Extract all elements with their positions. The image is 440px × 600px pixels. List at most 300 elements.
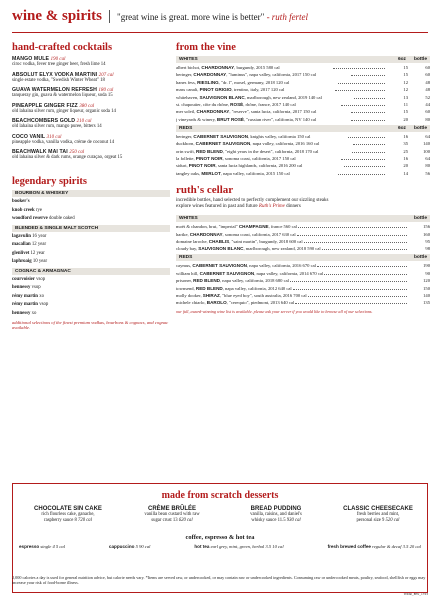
wine-glass-price: 20 [403,116,408,122]
cocktail-description: old lahaina silver rum, ginger liqueur, organic soda 14 [12,108,116,114]
spirit-groups [12,190,170,316]
vine-whites-label: WHITES [179,57,198,62]
leader-dots [348,137,385,138]
spirit-item [12,251,170,256]
cellar-reds-header [176,254,430,261]
right-column [176,42,430,315]
dessert-item [19,506,117,524]
coffee-items [19,544,421,549]
cocktail-item [12,103,170,114]
cocktail-name-text: MANGO MULE [12,56,50,62]
coffee-item [194,544,283,549]
wine-row [176,246,430,251]
spirit-note: xo [31,310,37,316]
leader-dots [344,166,385,167]
spirit-note: double oaked [48,216,75,221]
cocktail-name-text: BEACHWALK MAI TAI [12,149,68,155]
wine-name [176,156,340,161]
wine-glass-price: 14 [403,170,409,176]
cocktail-name-text: PINEAPPLE GINGER FIZZ [12,102,78,109]
cocktail-description: tanqueray gin, guava & watermelon liqueur, soda 15 [12,93,113,98]
spirit-name: courvoisier [12,276,35,282]
spirit-name: woodford reserve [12,216,48,221]
cocktails-title: hand-crafted cocktails [12,42,113,53]
wine-varietal: PINOT NOIR [195,155,223,161]
spirit-item [12,242,170,247]
wine-row [176,65,430,70]
cocktail-name-text: COCO VANIL [12,133,46,140]
vine-reds-list [176,134,430,176]
cocktail-item [12,134,170,145]
wine-producer: la follette, [176,155,196,161]
cocktail-item [12,72,170,83]
cocktail-list [12,56,170,160]
coffee-desc: earl grey, mint, green, herbal 3.5 [210,544,272,549]
wine-bottle-price: 80 [425,163,431,169]
wine-row [176,149,430,154]
leader-dots [295,303,407,304]
wine-row [176,141,430,146]
wine-row [176,102,430,107]
wine-producer: townsend, [176,285,196,291]
wine-name [176,117,350,122]
cocktail-name-text: ABSOLUT ELYX VODKA MARTINI [12,71,98,78]
coffee-desc: single 4 [40,544,55,549]
wine-name [176,95,353,100]
wine-row [176,171,430,176]
wine-name [176,65,332,70]
spirit-group-label: BLENDED & SINGLE MALT SCOTCH [12,225,170,232]
cocktail-description: pineapple vodka, vanilla vodka, crème de coconut 14 [12,139,115,145]
wine-details: , napa valley, california, 2018 680 cal [219,278,289,284]
wine-bottle-price: 64 [425,133,431,139]
wine-producer: hartke, [176,231,190,237]
spirit-note: vsop [31,285,41,290]
cellar-note: our full, award-winning wine list is available. please ask your server if you would like to browse all of our selections. [176,309,373,315]
wine-bottle-price: 52 [425,94,431,100]
vine-title: from the vine [176,42,236,53]
quote-author: - ruth fertel [266,12,309,22]
leader-dots [317,266,407,267]
menu-title: wine & spirits [12,8,102,24]
wine-bottle-price: 156 [423,224,430,230]
spirit-note: 12 year [30,250,45,256]
wine-glass-price: 16 [403,155,409,161]
dessert-price: raspberry sauce 8 [44,518,77,524]
wine-varietal: BAROLO [206,300,227,306]
leader-dots [308,296,407,297]
wine-name [176,163,343,168]
spirit-note: rye [35,207,43,213]
leader-dots [341,159,385,160]
wine-row [176,278,430,283]
wine-producer: albert bichot, [176,65,202,70]
wine-name [176,134,347,139]
leader-dots [293,289,407,290]
vine-col-glass: 6oz [397,125,406,131]
dessert-item [227,506,325,524]
dessert-calories: 720 cal [78,518,92,524]
dessert-desc-line1: vanilla, raisins, and daniel's [250,512,302,517]
wine-bottle-price: 44 [425,101,431,107]
vine-col-glass: 6oz [397,57,406,62]
coffee-item [109,544,151,549]
spirit-item [12,294,170,299]
wine-bottle-price: 98 [425,246,430,252]
wine-name [176,300,294,305]
wine-bottle-price: 80 [425,116,430,122]
wine-row [176,117,430,122]
wine-row [176,263,430,268]
spirit-item [12,311,170,316]
wine-varietal: CHARDONNAY [196,109,230,115]
wine-bottle-price: 48 [425,87,431,93]
coffee-calories: 10 cal [272,544,284,549]
wine-bottle-price: 60 [425,109,431,115]
wine-producer: mass canali, [176,87,200,93]
wine-details: , "reserve", santa lucia, california, 2017 150 cal [229,109,317,115]
wine-bottle-price: 120 [423,278,430,284]
wine-varietal: PINOT NOIR [188,163,216,169]
wine-row [176,87,430,92]
wine-details: , france 560 cal [268,224,297,230]
wine-row [176,163,430,168]
wine-details: , marlborough, new zealand, 2018 590 cal [243,246,321,252]
wine-producer: tangley oaks, [176,170,202,176]
cellar-title: ruth's cellar [176,183,234,196]
cocktail-item [12,118,170,129]
wine-details: , burgundy, 2015 580 cal [234,65,280,70]
dessert-desc-line2 [329,518,427,524]
leader-dots [351,120,385,121]
header-rule [12,32,428,33]
wine-varietal: SAUVIGNON BLANC [198,246,244,252]
dessert-item [329,506,427,524]
wine-row [176,72,430,77]
coffee-calories: 5 cal [55,544,65,549]
dessert-price: sugar crust 13 [151,518,178,524]
wine-producer: moët & chandon, brut, "imperial" [176,224,239,230]
wine-varietal: SHIRAZ [202,292,220,298]
wine-varietal: MERLOT [201,170,221,176]
wine-row [176,271,430,276]
dessert-calories: 930 cal [286,518,301,524]
wine-bottle-price: 150 [423,285,430,291]
wine-bottle-price: 135 [423,300,430,306]
leader-dots [352,152,385,153]
wine-producer: hanes fess, [176,79,198,85]
wine-producer: mer soleil, [176,109,197,115]
vine-whites-header [176,56,430,63]
dessert-title: made from scratch desserts [161,490,279,501]
spirit-note: 12 year [31,242,47,247]
leader-dots [341,105,385,106]
cocktail-calories: 207 cal [98,72,114,78]
wine-glass-price: 25 [403,148,408,154]
coffee-name: espresso [19,544,40,549]
wine-name [176,87,334,92]
wine-glass-price: 11 [403,101,409,107]
wine-glass-price: 16 [403,133,409,139]
wine-glass-price: 20 [403,163,409,169]
spirit-name: hennessy [12,285,31,290]
dessert-desc-line1: fresh berries and mint, [356,512,400,517]
spirit-item [12,199,170,204]
wine-details: , sonoma coast, california, 2017 630 cal [222,231,296,237]
wine-row [176,80,430,85]
wine-glass-price: 12 [403,87,409,93]
dessert-desc-line2 [227,518,325,524]
wine-varietal: CABERNET SAUVIGNON [193,133,249,139]
wine-producer: william hill, [176,270,200,276]
leader-dots [298,227,407,228]
spirit-note: xo [39,293,44,299]
wine-details: , "dr. l", mosel, germany, 2018 120 cal [218,79,290,85]
dessert-name: CHOCOLATE SIN CAKE [34,506,102,512]
wine-name [176,80,337,85]
wine-glass-price: 12 [403,79,409,85]
coffee-desc: regular & decaf 3.5 [372,544,409,549]
vine-reds-header [176,125,430,132]
spirit-name: rémy martin [12,302,38,307]
wine-name [176,171,337,176]
cellar-col-bottle: bottle [413,255,427,261]
wine-details: , "russian river", california, NV 140 cal [243,116,317,122]
spirit-item [12,259,170,264]
cocktail-calories: 190 cal [50,57,66,62]
wine-producer: caymus, [176,263,193,269]
wine-varietal: RED BLEND [196,148,223,154]
cocktail-item [12,149,170,160]
wine-bottle-price: 140 [423,292,430,298]
wine-row [176,239,430,244]
spirit-group-label: COGNAC & ARMAGNAC [12,268,170,275]
ruths-prime: Ruth's Prime [258,204,285,210]
leader-dots [335,90,385,91]
dessert-desc-line2 [19,518,117,524]
wine-name [176,246,321,251]
wine-varietal: CABERNET SAUVIGNON [192,263,247,269]
spirit-group-label: BOURBON & WHISKEY [12,190,170,197]
dessert-name: BREAD PUDDING [250,506,302,512]
vine-col-bottle: bottle [413,125,427,131]
wine-name [176,239,303,244]
cellar-whites-label: WHITES [179,216,198,222]
wine-varietal: CHARDONNAY [189,231,223,237]
wine-varietal: CHARDONNAY [201,65,235,70]
cocktail-calories: 210 cal [76,119,92,124]
wine-bottle-price: 64 [425,155,431,161]
wine-row [176,109,430,114]
spirit-name: hennessy [12,310,31,316]
wine-name [176,278,289,283]
wine-details: , napa valley, california, 2016 160 cal [250,141,320,147]
footer-disclaimer: 2,000 calories a day is used for general nutrition advice, but calorie needs vary. *Items are served raw, or undercooked, or may contain raw or undercooked ingredients. Consuming raw or undercooked meats, poultry, seafood, shellfish or eggs may increase your risk of food-borne illness. [12,575,426,586]
spirit-note: vsop [39,302,49,307]
wine-name [176,232,296,237]
vine-col-bottle: bottle [413,57,427,62]
spirit-name: rémy martin [12,293,38,299]
coffee-calories: 20 cal [409,544,421,549]
cocktail-calories: 180 cal [98,88,114,93]
cocktail-calories: 380 cal [79,103,95,109]
wine-bottle-price: 48 [425,79,431,85]
wine-row [176,95,430,100]
wine-details: , marlborough, new zealand, 2019 140 cal [244,94,322,100]
wine-name [176,293,307,298]
wine-varietal: CHABLIS [208,238,230,244]
wine-bottle-price: 60 [425,65,430,70]
coffee-calories: 90 cal [139,544,151,549]
dessert-item [123,506,221,524]
leader-dots [290,281,407,282]
wine-varietal: SAUVIGNON BLANC [199,94,245,100]
spirit-name: booker's [12,199,30,204]
wine-details: , napa valley, california, 2012 640 cal [222,285,292,291]
wine-bottle-price: 60 [425,72,431,78]
vine-reds-label: REDS [179,125,193,131]
wine-glass-price: 15 [403,72,409,78]
coffee-desc: 5 [135,544,138,549]
spirit-item [12,208,170,213]
spirit-item [12,216,170,221]
spirit-name: macallan [12,242,31,247]
cocktail-description: ciroc vodka, fever tree ginger beer, fresh lime 14 [12,62,106,67]
coffee-item [19,544,65,549]
spirit-item [12,302,170,307]
leader-dots [353,144,385,145]
leader-dots [297,235,407,236]
wine-row [176,232,430,237]
wine-glass-price: 15 [403,109,409,115]
cocktail-item [12,56,170,67]
spirit-name: laphroaig [12,259,32,264]
cellar-whites-list [176,224,430,251]
cellar-desc-line1: incredible bottles, hand selected to perfectly complement our sizzling steaks [176,197,329,203]
wine-name [176,72,350,77]
coffee-name: fresh brewed coffee [327,544,371,549]
wine-details: , napa valley, california, 2014 670 cal [254,270,324,276]
wine-producer: siduri, [176,163,189,169]
wine-details: , napa valley, california, 2015 150 cal [220,170,290,176]
wine-row [176,293,430,298]
wine-details: , "eight years in the desert", california, 2018 170 cal [222,148,319,154]
cellar-whites-header [176,215,430,222]
leader-dots [324,274,407,275]
wine-producer: duckhorn, [176,141,196,147]
wine-varietal: RED BLEND [193,278,220,284]
wine-details: , sonoma coast, california, 2017 150 cal [222,155,296,161]
dessert-desc-line1: vanilla bean custard with raw [144,512,200,517]
leader-dots [351,75,385,76]
left-column [12,42,170,331]
wine-bottle-price: 56 [425,170,431,176]
wine-bottle-price: 100 [423,148,430,154]
wine-producer: michele chiarlo, [176,300,207,306]
wine-row [176,156,430,161]
wine-glass-price: 13 [403,94,409,100]
wine-details: , "saint martin", burgundy, 2018 600 cal [229,238,303,244]
wine-producer: domaine laroche, [176,238,209,244]
coffee-name: hot tea [194,544,210,549]
wine-producer: j vineyards & winery, [176,116,217,122]
coffee-name: cappuccino [108,544,135,549]
wine-producer: beringer, [176,72,194,78]
wine-varietal: PINOT GRIGIO [199,87,232,93]
wine-name [176,263,316,268]
spirit-name: glenlivet [12,250,30,256]
spirit-note: vsop [36,276,46,282]
cocktail-description: single estate vodka, "Swedish Winter Wheat" 18 [12,77,105,83]
wine-details: , napa valley, california, 2016 670 cal [246,263,316,269]
wine-details: , "cerequio", piedmont, 2013 640 cal [226,300,295,306]
cocktail-description: old lahaina silver & dark rums, orange curaçao, orgeat 15 [12,155,123,160]
leader-dots [338,83,385,84]
header-quote [117,12,308,22]
cellar-description [176,198,430,212]
wine-glass-price: 15 [403,65,408,70]
header-separator: | [108,8,112,24]
wine-name [176,141,352,146]
wine-varietal: CHARDONNAY [193,72,227,78]
spirit-name: knob creek [12,207,35,213]
spirit-name: lagavulin [12,233,31,239]
wine-bottle-price: 90 [425,270,430,276]
cocktail-name-text: GUAVA WATERMELON REFRESH [12,87,97,93]
wine-name [176,286,292,291]
wine-details: , "luminus", napa valley, california, 2017 150 cal [226,72,317,78]
dessert-price: whisky sauce 11.5 [251,518,286,524]
wine-row [176,300,430,305]
wine-producer: beringer, [176,133,194,139]
cellar-col-bottle: bottle [413,216,427,222]
wine-details: , rhône, france, 2017 140 cal [243,101,296,107]
dessert-name: CLASSIC CHEESECAKE [343,506,413,512]
spirit-note: 16 year [32,233,47,239]
wine-row [176,286,430,291]
wine-varietal: CHAMPAGNE [238,224,269,230]
wine-details: , trentino, italy, 2017 120 cal [231,87,285,93]
wine-name [176,149,351,154]
wine-row [176,134,430,139]
wine-bottle-price: 190 [423,263,430,269]
wine-name [176,224,297,229]
cellar-reds-label: REDS [179,255,193,261]
cellar-reds-list [176,263,430,305]
spirit-note: 10 year [32,259,48,264]
wine-varietal: ROSÉ [230,101,244,107]
wine-varietal: CABERNET SAUVIGNON [199,270,255,276]
wine-varietal: RIESLING [197,79,219,85]
cocktail-description: old lahaina silver rum, mango puree, bitters 14 [12,124,102,129]
wine-bottle-price: 95 [425,238,430,244]
wine-row [176,224,430,229]
dessert-price: personal size 9 [356,518,385,524]
wine-varietal: RED BLEND [195,285,223,291]
wine-name [176,109,350,114]
dessert-desc-line2 [123,518,221,524]
vine-whites-list [176,65,430,122]
wine-producer: molly dooker, [176,292,203,298]
wine-bottle-price: 140 [423,141,430,147]
wine-producer: orin swift, [176,148,197,154]
wine-producer: st. chapoutier, côte du rhône, [176,101,231,107]
dessert-name: CRÈME BRÛLÉE [147,506,196,512]
leader-dots [351,112,385,113]
spirits-note: additional selections of the finest premium vodkas, bourbons & cognacs, and cognac available. [12,319,169,331]
quote-text: "great wine is great. more wine is better" [117,12,265,22]
spirit-item [12,285,170,290]
